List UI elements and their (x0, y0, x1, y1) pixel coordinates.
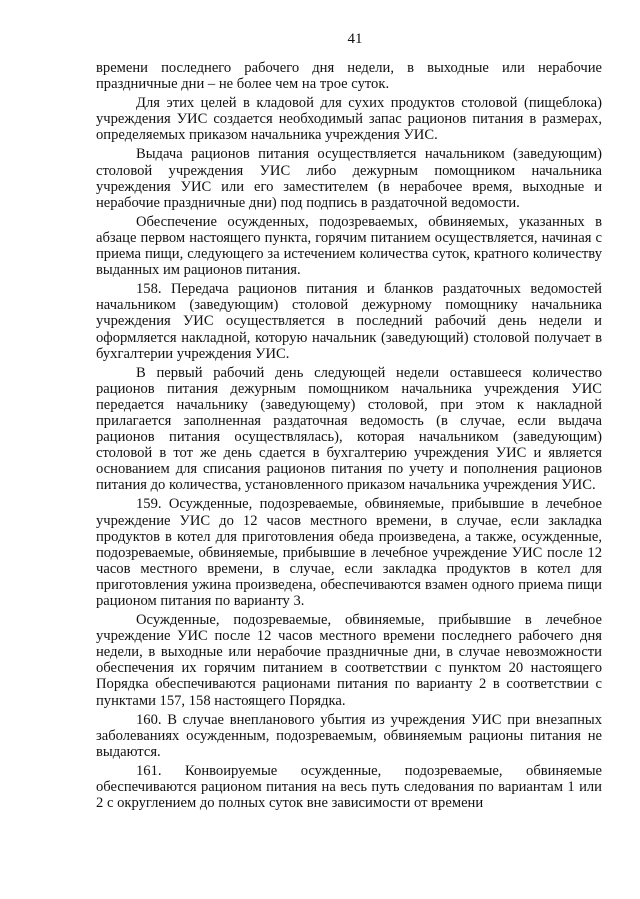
paragraph: В первый рабочий день следующей недели оставшееся количество рационов питания дежурным помощником начальника учреждения УИС передается начальнику (заведующему) столовой, при этом к накладной прилагается заполненная раздаточная ведомость (в случае, если выдача рационов питания осуществлялась), которая начальником (заведующим) столовой в тот же день сдается в бухгалтерию учреждения УИС и является основанием для списания рационов питания по учету и пополнения рационов питания до количества, установленного приказом начальника учреждения УИС. (96, 364, 602, 494)
paragraph: времени последнего рабочего дня недели, в выходные или нерабочие праздничные дни – не более чем на трое суток. (96, 60, 602, 93)
paragraph: Осужденные, подозреваемые, обвиняемые, прибывшие в лечебное учреждение УИС после 12 часов местного времени последнего рабочего дня недели, в выходные или нерабочие праздничные дни, в случае невозможности обеспечения их горячим питанием в соответствии с пунктом 20 настоящего Порядка обеспечиваются рационами питания по варианту 2 в соответствии с пунктами 157, 158 настоящего Порядка. (96, 612, 602, 709)
paragraph: Для этих целей в кладовой для сухих продуктов столовой (пищеблока) учреждения УИС создается необходимый запас рационов питания в размерах, определяемых приказом начальника учреждения УИС. (96, 95, 602, 144)
paragraph: Обеспечение осужденных, подозреваемых, обвиняемых, указанных в абзаце первом настоящего пункта, горячим питанием осуществляется, начиная с приема пищи, следующего за истечением количества суток, кратного количеству выданных им рационов питания. (96, 213, 602, 279)
paragraph: 160. В случае внепланового убытия из учреждения УИС при внезапных заболеваниях осужденным, подозреваемым, обвиняемым рационы питания не выдаются. (96, 711, 602, 760)
paragraph: 161. Конвоируемые осужденные, подозреваемые, обвиняемые обеспечиваются рационом питания на весь путь следования по вариантам 1 или 2 с округлением до полных суток вне зависимости от времени (96, 762, 602, 812)
paragraph: 158. Передача рационов питания и бланков раздаточных ведомостей начальником (заведующим) столовой дежурному помощнику начальника учреждения УИС осуществляется в последний рабочий день недели и оформляется накладной, которую начальник (заведующий) столовой получает в бухгалтерии учреждения УИС. (96, 281, 602, 362)
paragraph: Выдача рационов питания осуществляется начальником (заведующим) столовой учреждения УИС либо дежурным помощником начальника учреждения УИС или его заместителем (в нерабочее время, выходные и нерабочие праздничные дни) под подпись в раздаточной ведомости. (96, 146, 602, 211)
paragraph: 159. Осужденные, подозреваемые, обвиняемые, прибывшие в лечебное учреждение УИС до 12 часов местного времени, в случае, если закладка продуктов в котел для приготовления обеда произведена, а также, осужденные, подозреваемые, обвиняемые, прибывшие в лечебное учреждение УИС после 12 часов местного времени, в случае, если закладка продуктов в котел для приготовления ужина произведена, обеспечиваются взамен одного приема пищи рационом питания по варианту 3. (96, 496, 602, 609)
page-number: 41 (347, 31, 363, 47)
document-body (96, 60, 602, 811)
